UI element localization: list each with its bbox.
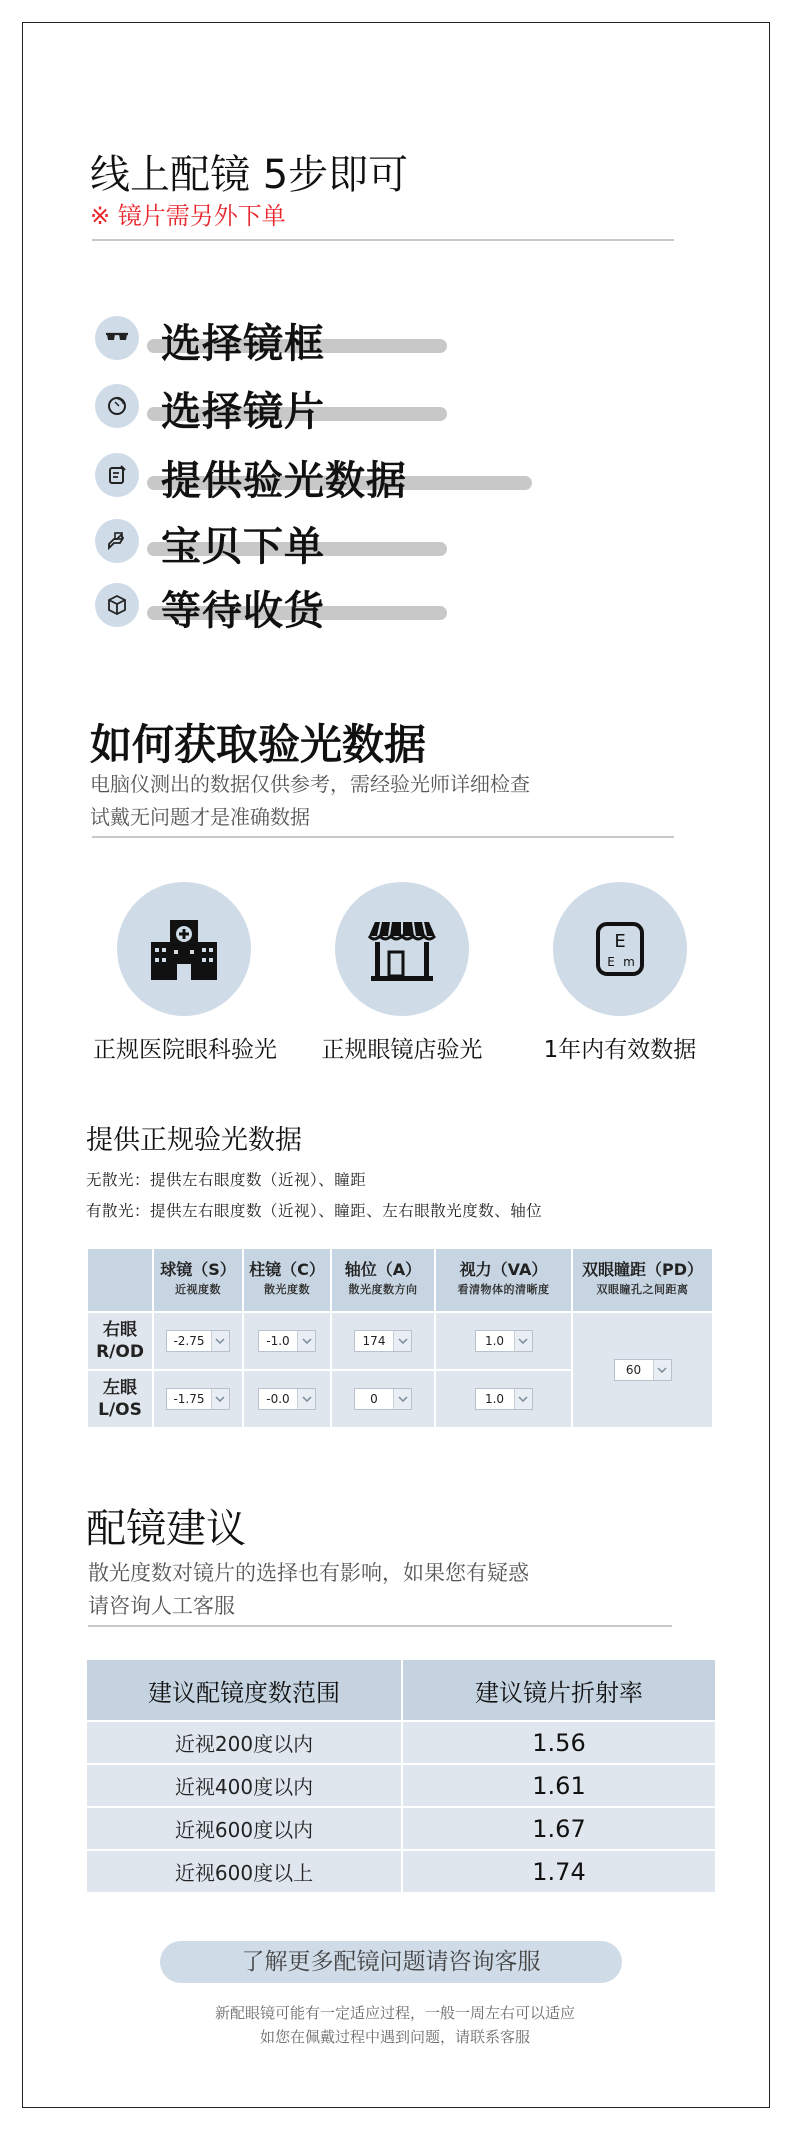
glasses-icon — [95, 316, 139, 360]
rx-header-blank — [87, 1248, 153, 1312]
section-desc — [88, 1557, 529, 1623]
lens-advice-table — [85, 1658, 717, 1894]
step-place-order — [95, 519, 495, 569]
chevron-down-icon — [514, 1389, 532, 1409]
chevron-down-icon — [211, 1331, 229, 1351]
document-edit-icon — [95, 453, 139, 497]
table-row — [86, 1721, 716, 1764]
right-eye-label: 右眼 R/OD — [87, 1312, 153, 1370]
left-cylinder-select[interactable]: -0.0 — [258, 1388, 316, 1410]
section-desc — [90, 768, 650, 834]
hospital-icon — [117, 882, 251, 1016]
step-await-delivery — [95, 583, 495, 633]
divider — [88, 1625, 672, 1627]
table-row — [86, 1764, 716, 1807]
source-label: 正规医院眼科验光 — [93, 1037, 277, 1063]
lens-notice: ※ 镜片需另外下单 — [90, 202, 286, 230]
contact-service-button[interactable]: 了解更多配镜问题请咨询客服 — [160, 1941, 622, 1983]
rx-header-axis: 轴位（A） 散光度数方向 — [331, 1248, 435, 1312]
chevron-down-icon — [297, 1331, 315, 1351]
rx-header-sphere: 球镜（S） 近视度数 — [153, 1248, 243, 1312]
step-label: 选择镜片 — [161, 389, 325, 435]
lens-icon — [95, 384, 139, 428]
chevron-down-icon — [393, 1389, 411, 1409]
chevron-down-icon — [297, 1389, 315, 1409]
step-label: 等待收货 — [161, 588, 325, 634]
no-astigmatism-note: 无散光：提供左右眼度数（近视）、瞳距 — [86, 1171, 367, 1189]
svg-text:E: E — [607, 955, 615, 969]
source-label: 正规眼镜店验光 — [321, 1037, 483, 1063]
range-cell: 近视600度以上 — [86, 1850, 402, 1893]
right-sphere-select[interactable]: -2.75 — [166, 1330, 229, 1352]
advice-header-index: 建议镜片折射率 — [402, 1659, 716, 1721]
step-label: 选择镜框 — [161, 321, 325, 367]
range-cell: 近视400度以内 — [86, 1764, 402, 1807]
section-title-provide: 提供正规验光数据 — [86, 1125, 302, 1156]
section-title-advice: 配镜建议 — [86, 1506, 246, 1552]
section-title-how-to: 如何获取验光数据 — [90, 720, 427, 769]
table-row — [86, 1807, 716, 1850]
pd-select[interactable]: 60 — [614, 1359, 672, 1381]
rx-row-right — [87, 1312, 713, 1370]
store-icon — [335, 882, 469, 1016]
chevron-down-icon — [514, 1331, 532, 1351]
range-cell: 近视600度以内 — [86, 1807, 402, 1850]
advice-header-range: 建议配镜度数范围 — [86, 1659, 402, 1721]
astigmatism-note: 有散光：提供左右眼度数（近视）、瞳距、左右眼散光度数、轴位 — [86, 1202, 543, 1220]
chevron-down-icon — [653, 1360, 671, 1380]
desc-line: 请咨询人工客服 — [88, 1594, 235, 1618]
range-cell: 近视200度以内 — [86, 1721, 402, 1764]
step-select-lens — [95, 384, 495, 434]
source-label: 1年内有效数据 — [543, 1037, 697, 1063]
svg-text:m: m — [623, 955, 635, 969]
left-axis-select[interactable]: 0 — [354, 1388, 412, 1410]
prescription-table — [86, 1247, 714, 1429]
desc-line: 电脑仪测出的数据仅供参考，需经验光师详细检查 — [90, 772, 530, 796]
index-cell: 1.61 — [402, 1764, 716, 1807]
hand-order-icon — [95, 519, 139, 563]
chevron-down-icon — [393, 1331, 411, 1351]
step-select-frame — [95, 316, 495, 366]
right-axis-select[interactable]: 174 — [354, 1330, 412, 1352]
table-row — [86, 1850, 716, 1893]
left-eye-label: 左眼 L/OS — [87, 1370, 153, 1428]
step-provide-data — [95, 453, 495, 503]
footer-note: 如您在佩戴过程中遇到问题，请联系客服 — [259, 2028, 530, 2046]
left-sphere-select[interactable]: -1.75 — [166, 1388, 229, 1410]
right-cylinder-select[interactable]: -1.0 — [258, 1330, 316, 1352]
index-cell: 1.56 — [402, 1721, 716, 1764]
rx-header-va: 视力（VA） 看清物体的清晰度 — [435, 1248, 572, 1312]
chevron-down-icon — [211, 1389, 229, 1409]
eye-chart-icon — [553, 882, 687, 1016]
desc-line: 散光度数对镜片的选择也有影响，如果您有疑惑 — [88, 1561, 529, 1585]
package-icon — [95, 583, 139, 627]
divider — [92, 239, 674, 241]
right-va-select[interactable]: 1.0 — [475, 1330, 533, 1352]
desc-line: 试戴无问题才是准确数据 — [90, 805, 310, 829]
rx-header-cylinder: 柱镜（C） 散光度数 — [243, 1248, 331, 1312]
index-cell: 1.74 — [402, 1850, 716, 1893]
svg-text:E: E — [614, 931, 626, 952]
rx-header-pd: 双眼瞳距（PD） 双眼瞳孔之间距离 — [572, 1248, 713, 1312]
page-title: 线上配镜 5步即可 — [90, 152, 409, 198]
step-label: 宝贝下单 — [161, 524, 325, 570]
index-cell: 1.67 — [402, 1807, 716, 1850]
step-label: 提供验光数据 — [161, 458, 407, 504]
footer-note: 新配眼镜可能有一定适应过程，一般一周左右可以适应 — [214, 2004, 575, 2022]
divider — [92, 836, 674, 838]
left-va-select[interactable]: 1.0 — [475, 1388, 533, 1410]
